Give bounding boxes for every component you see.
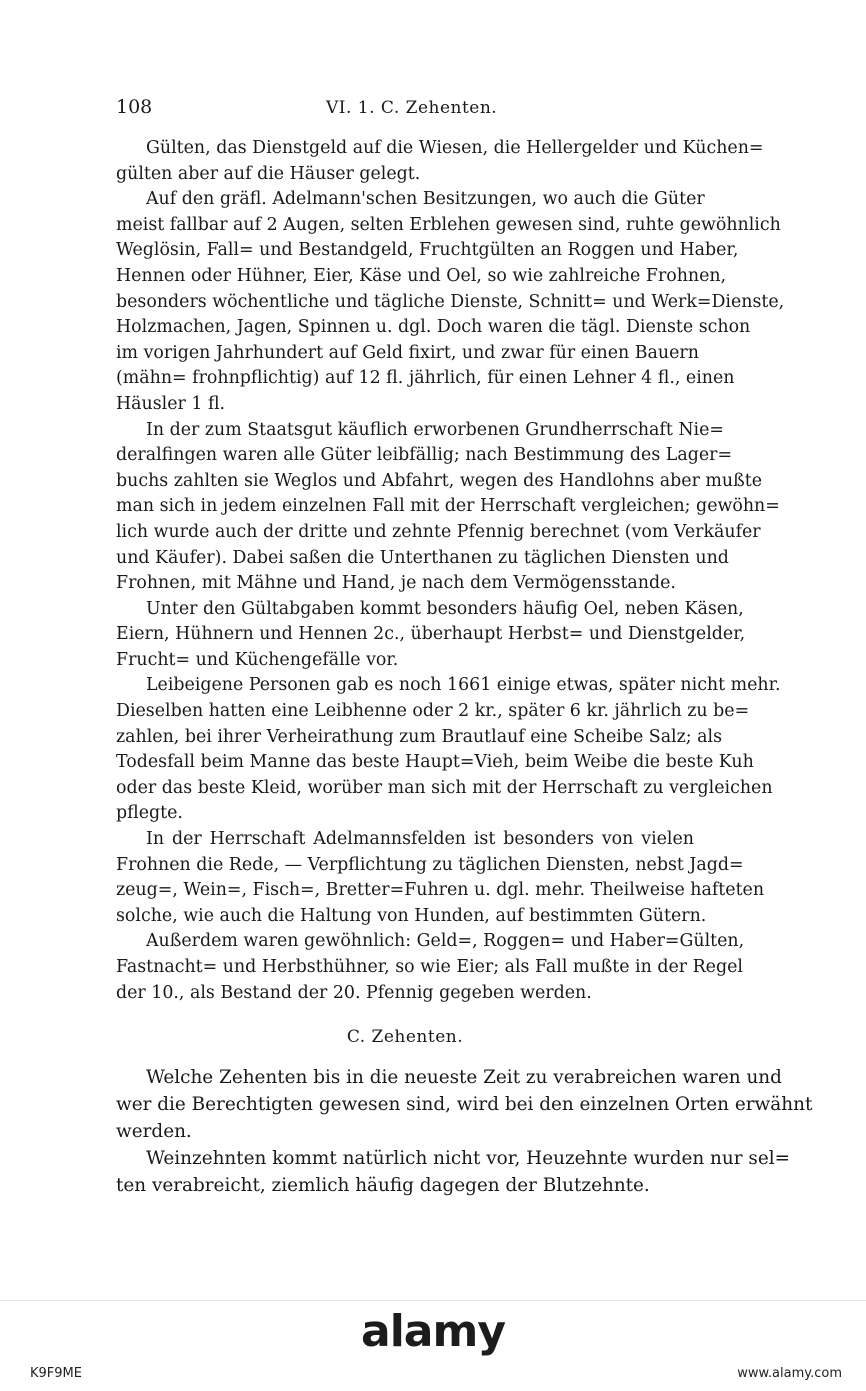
paragraph [116,597,746,674]
watermark-url: www.alamy.com [737,1366,842,1381]
paragraph [116,136,764,187]
text-line: gülten aber auf die Häuser gelegt. [116,163,421,184]
section-paragraph-group [116,1064,813,1199]
text-line: Gülten, das Dienstgeld auf die Wiesen, die Hellergelder und Küchen= [146,138,764,158]
text-line: Welche Zehenten bis in die neueste Zeit zu verabreichen waren und [146,1067,782,1089]
text-line: Weinzehnten kommt natürlich nicht vor, Heuzehnte wurden nur sel= [146,1148,790,1170]
text-line: solche, wie auch die Haltung von Hunden, auf bestimmten Gütern. [116,905,707,926]
text-line: man sich in jedem einzelnen Fall mit der Herrschaft vergleichen; gewöhn= [116,496,780,517]
text-line: Frohnen, mit Mähne und Hand, je nach dem Vermögensstande. [116,573,676,594]
paragraph [116,929,745,1006]
text-line: Leibeigene Personen gab es noch 1661 einige etwas, später nicht mehr. [146,675,781,696]
watermark-info [0,1362,866,1386]
paragraph [116,1064,813,1145]
paragraph [116,673,781,827]
text-line: In der Herrschaft Adelmannsfelden ist besonders von vielen [146,829,694,850]
text-line: lich wurde auch der dritte und zehnte Pfennig berechnet (vom Verkäufer [116,521,761,542]
text-line: Holzmachen, Jagen, Spinnen u. dgl. Doch waren die tägl. Dienste schon [116,317,751,338]
text-line: Unter den Gültabgaben kommt besonders häufig Oel, neben Käsen, [146,598,744,619]
text-line: wer die Berechtigten gewesen sind, wird bei den einzelnen Orten erwähnt [116,1094,813,1116]
page-number: 108 [116,96,153,118]
text-line: besonders wöchentliche und tägliche Dienste, Schnitt= und Werk=Dienste, [116,291,785,312]
text-line: im vorigen Jahrhundert auf Geld fixirt, und zwar für einen Bauern [116,342,699,363]
paragraph-group [116,136,785,1006]
text-line: Außerdem waren gewöhnlich: Geld=, Roggen= und Haber=Gülten, [146,931,745,952]
running-head: VI. 1. C. Zehenten. [326,98,498,118]
section-heading: C. Zehenten. [346,1027,464,1048]
text-line: Dieselben hatten eine Leibhenne oder 2 kr., später 6 kr. jährlich zu be= [116,701,750,722]
text-line: ten verabreicht, ziemlich häufig dagegen der Blutzehnte. [116,1175,650,1197]
text-line: Frucht= und Küchengefälle vor. [116,649,399,670]
text-line: pflegte. [116,803,183,824]
paragraph [116,827,765,929]
body-text [116,136,813,1199]
text-line: meist fallbar auf 2 Augen, selten Erblehen gewesen sind, ruhte gewöhnlich [116,214,781,235]
page-header [116,96,706,126]
text-line: Fastnacht= und Herbsthühner, so wie Eier; als Fall mußte in der Regel [116,957,743,977]
text-line: und Käufer). Dabei saßen die Unterthanen zu täglichen Diensten und [116,547,729,568]
paragraph [116,1145,790,1199]
text-line: Auf den gräfl. Adelmann'schen Besitzungen, wo auch die Güter [146,189,705,210]
text-line: (mähn= frohnpflichtig) auf 12 fl. jährlich, für einen Lehner 4 fl., einen [116,368,735,389]
image-id: K9F9ME [30,1366,82,1381]
text-line: werden. [116,1121,192,1143]
text-line: oder das beste Kleid, worüber man sich mit der Herrschaft zu vergleichen [116,777,773,798]
paragraph [116,187,785,417]
text-line: Häusler 1 fl. [116,393,226,414]
text-line: zeug=, Wein=, Fisch=, Bretter=Fuhren u. dgl. mehr. Theilweise hafteten [116,880,765,901]
text-line: buchs zahlten sie Weglos und Abfahrt, wegen des Handlohns aber mußte [116,470,762,491]
text-line: Eiern, Hühnern und Hennen 2c., überhaupt Herbst= und Dienstgelder, [116,624,746,645]
text-line: Frohnen die Rede, — Verpflichtung zu täglichen Diensten, nebst Jagd= [116,854,744,875]
text-line: Weglösin, Fall= und Bestandgeld, Fruchtgülten an Roggen und Haber, [116,240,739,261]
alamy-logo: alamy [361,1306,505,1357]
text-line: In der zum Staatsgut käuflich erworbenen Grundherrschaft Nie= [146,419,724,440]
text-line: Hennen oder Hühner, Eier, Käse und Oel, so wie zahlreiche Frohnen, [116,265,727,286]
text-line: Todesfall beim Manne das beste Haupt=Vieh, beim Weibe die beste Kuh [116,752,754,773]
text-line: zahlen, bei ihrer Verheirathung zum Brautlauf eine Scheibe Salz; als [116,726,723,747]
paragraph [116,418,780,597]
text-line: deralfingen waren alle Güter leibfällig; nach Bestimmung des Lager= [116,445,733,466]
text-line: der 10., als Bestand der 20. Pfennig gegeben werden. [116,982,592,1003]
